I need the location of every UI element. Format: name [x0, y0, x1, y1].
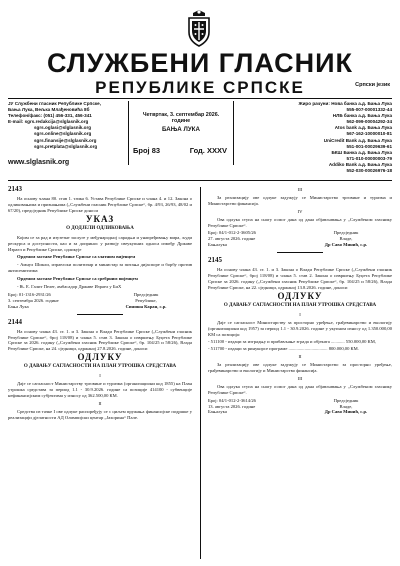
signature-block [8, 292, 192, 310]
bank-accounts [238, 101, 392, 174]
signatory-role: Предсједник [333, 230, 359, 236]
signatory-name: Др Саво Минић, с.р. [324, 242, 368, 248]
section-label: IV [297, 208, 303, 214]
issue-date: Четвртак, 3. септембар 2026. године [142, 112, 220, 124]
section-text: Ова одлука ступа на снагу осмог дана од дана објављивања у „Службеном гласнику Републике Српске“. [208, 383, 392, 395]
honoree: - Њ. Е. Галит Пелег, амбасадор Државе Израел у БиХ [17, 284, 122, 290]
reference-number: Број: 01-1316-2931/26 [8, 291, 51, 297]
bank-line: Addiko Bank а.д. Бања Лука [328, 161, 392, 167]
issue-info [128, 101, 234, 165]
act-subtitle: О ДОДЈЕЛИ ОДЛИКОВАЊА [66, 225, 134, 231]
contact-line: E-mail: sgrs.redakcija@slglasnik.org [8, 119, 89, 125]
signature-block [208, 230, 392, 248]
bank-line: Atos bank а.д. Бања Лука [334, 125, 392, 131]
issue-number: Број 83 [133, 146, 161, 155]
signatory-name: Синиша Каран, с.р. [125, 303, 167, 309]
contact-line: sgrs.oglasi@slglasnik.org [34, 125, 92, 131]
signatory-role: Владе, [339, 403, 353, 409]
budget-item: - 511100 - издаци за изградњу и прибављање зграда и објеката ............ 550.000,00 КМ, [208, 339, 376, 345]
header-bottom-rule [8, 180, 392, 181]
gazette-subtitle: РЕПУБЛИКЕ СРПСКЕ [95, 78, 305, 97]
section-text: За реализацију ове одлуке задужују се Министарство за просторно уређење, грађевинарство и екологију и Министарство финансија. [208, 362, 392, 374]
contact-line: sgrs.online@slglasnik.org [34, 131, 92, 137]
header-top-rule [8, 98, 392, 99]
contact-line: Телефон/факс: (051) 456-331, 456-341 [8, 113, 92, 119]
act-number: 2144 [8, 317, 22, 326]
reference-place: Бања Лука [8, 303, 29, 309]
contact-line: Бања Лука, Вељка Млађеновића 8б [8, 107, 90, 113]
website-link[interactable]: www.slglasnik.org [8, 159, 70, 166]
bank-line: 552-030-00026976-18 [346, 168, 392, 174]
signature-block [208, 398, 392, 416]
separator-line [277, 252, 323, 253]
bank-line: 567-162-10000010-81 [346, 131, 392, 137]
separator-line [77, 314, 123, 315]
bank-line: 555-007-00001332-44 [346, 107, 392, 113]
act-title: ОДЛУКУ [277, 290, 323, 301]
signatory-role: Предсједник [333, 397, 359, 403]
left-column [8, 187, 192, 423]
section-text: За реализацију ове одлуке задужују се Министарство трговине и туризма и Министарство финансија. [208, 194, 392, 206]
act-preamble: На основу члана 43. ст. 1. и 3. Закона о Влади Републике Српске („Службени гласник Републике Српске“, број 118/08) и члана 5. став 2. Закона о извршењу Буџета Републике Српске за 2026. годину („Службени гласник Републике Српске“, бр. 104/25 и 58/26), Влада Републике Српске, на 22. сједници, одржаној 13.8.2026. године, доноси [208, 267, 392, 290]
section-text: Средства из тачке I ове одлуке распоређују се с циљем пружања финансијске подршке у реализацији дјелатности АД Олимпијски центар „Јахорина“ Пале. [8, 408, 192, 420]
contact-line: sgrs.pretplata@slglasnik.org [34, 143, 98, 149]
section-label: III [297, 187, 303, 192]
contact-line: sgrs.finansije@slglasnik.org [34, 137, 97, 143]
section-label: I [299, 311, 301, 317]
reference-number: Број: 04/1-012-2-3605/26 [208, 230, 256, 236]
bank-line: 562-099-00004292-34 [346, 119, 392, 125]
issue-city: БАЊА ЛУКА [162, 126, 200, 133]
signatory-role: Републике, [135, 297, 157, 303]
bank-line: БКШ Банка а.д. Бања Лука [331, 149, 392, 155]
order-name: Орденом заставе Републике Српске са златним вијенцем [17, 254, 136, 260]
bank-line: 571-010-00000003-79 [346, 155, 392, 161]
contact-line: ЈУ Службени гласник Републике Српске, [8, 101, 102, 106]
act-preamble: На основу члана 80. став 1. тачка 6. Устава Републике Српске и члана 4. и 12. Закона о одликовањима и признањима („Службени гласник Републике Српске“, бр. 4/93, 26/93, 48/02 и 67/20), предсједник Републике Српске доноси [8, 195, 192, 213]
section-text: Даје се сагласност Министарству трговине и туризма (организациони код 1855) на План утрошка средстава за период 1.1 - 30.9.2026. године са позиције 414100 - субвенције нефинансијским субјектима у износу од 362.500,00 КМ. [8, 381, 192, 399]
act-number: 2145 [208, 256, 222, 265]
act-body: Којим се за рад и изузетне заслуге у међународној сарадњи и унапређивању мира, људи рескурса и доступности, као и за допринос у развоју свеукупних односа између Државе Израел и Републике Српске, одликује [8, 234, 192, 252]
reference-date: 13. августа 2026. године [208, 403, 256, 409]
act-number: 2143 [8, 185, 22, 193]
gazette-title: СЛУЖБЕНИ ГЛАСНИК [46, 48, 354, 78]
act-subtitle: О ДАВАЊУ САГЛАСНОСТИ НА ПЛАН УТРОШКА СРЕДСТАВА [223, 302, 377, 308]
section-label: II [98, 400, 102, 406]
reference-date: 27. августа 2026. године [208, 236, 256, 242]
bank-line: 551-001-00029639-61 [346, 143, 392, 149]
signatory-role: Владе, [339, 236, 353, 242]
publisher-contact [8, 101, 122, 150]
bank-line: Жиро рачуни: Нова банка а.д. Бања Лука [298, 101, 392, 106]
issue-year: Год. XXXV [189, 146, 227, 155]
section-label: II [298, 354, 302, 360]
act-preamble: На основу члана 43. ст. 1. и 3. Закона о Влади Републике Српске („Службени гласник Републике Српске“, број 118/08) и члана 5. став 3. Закона о извршењу Буџета Републике Српске за 2026. годину („Службени гласник Републике Српске“, бр. 104/25 и 58/26), Влада Републике Српске, на 24. сједници, одржаној 27.8.2026. године, доноси [8, 328, 192, 352]
honoree: - Амнул Шикли, израелски политичар и министар за питања дијаспоре и борбу против антисемитизма [8, 262, 192, 274]
section-text: Даје се сагласност Министарству за просторно уређење, грађевинарство и екологију (организациони код 1957) за период 1.1 - 30.9.2026. године у укупном износу од 1.350.000,00 КМ са позиција: [208, 319, 392, 337]
bank-line: UniCredit Bank а.д. Бања Лука [323, 137, 392, 143]
section-label: III [297, 375, 303, 381]
budget-item: - 511700 - издаци за ринукорсе програме .................................. 800.000,00 КМ. [208, 346, 359, 352]
section-label: I [99, 373, 101, 379]
coat-of-arms-icon [183, 8, 215, 48]
act-subtitle: О ДАВАЊУ САГЛАСНОСТИ НА ПЛАН УТРОШКА СРЕДСТАВА [23, 364, 177, 370]
section-text: Ова одлука ступа на снагу осмог дана од дана објављивања у „Службеном гласнику Републике Српске“. [208, 216, 392, 228]
right-column [208, 185, 392, 415]
act-title: ОДЛУКУ [77, 352, 123, 363]
reference-date: 3. септембра 2026. године [8, 297, 59, 303]
bank-line: НЛБ банка а.д. Бања Лука [332, 113, 392, 119]
language-label: Српски језик [355, 82, 390, 88]
signatory-role: Предсједник [133, 291, 159, 297]
act-title: УКАЗ [85, 213, 115, 224]
reference-place: Бањалука [208, 409, 227, 415]
signatory-name: Др Саво Минић, с.р. [324, 409, 368, 415]
reference-number: Број: 04/1-012-2-3614/26 [208, 397, 256, 403]
reference-place: Бањалука [208, 242, 227, 248]
order-name: Орденом заставе Републике Српске са сребрним вијенцем [17, 276, 138, 282]
column-divider [200, 187, 201, 559]
